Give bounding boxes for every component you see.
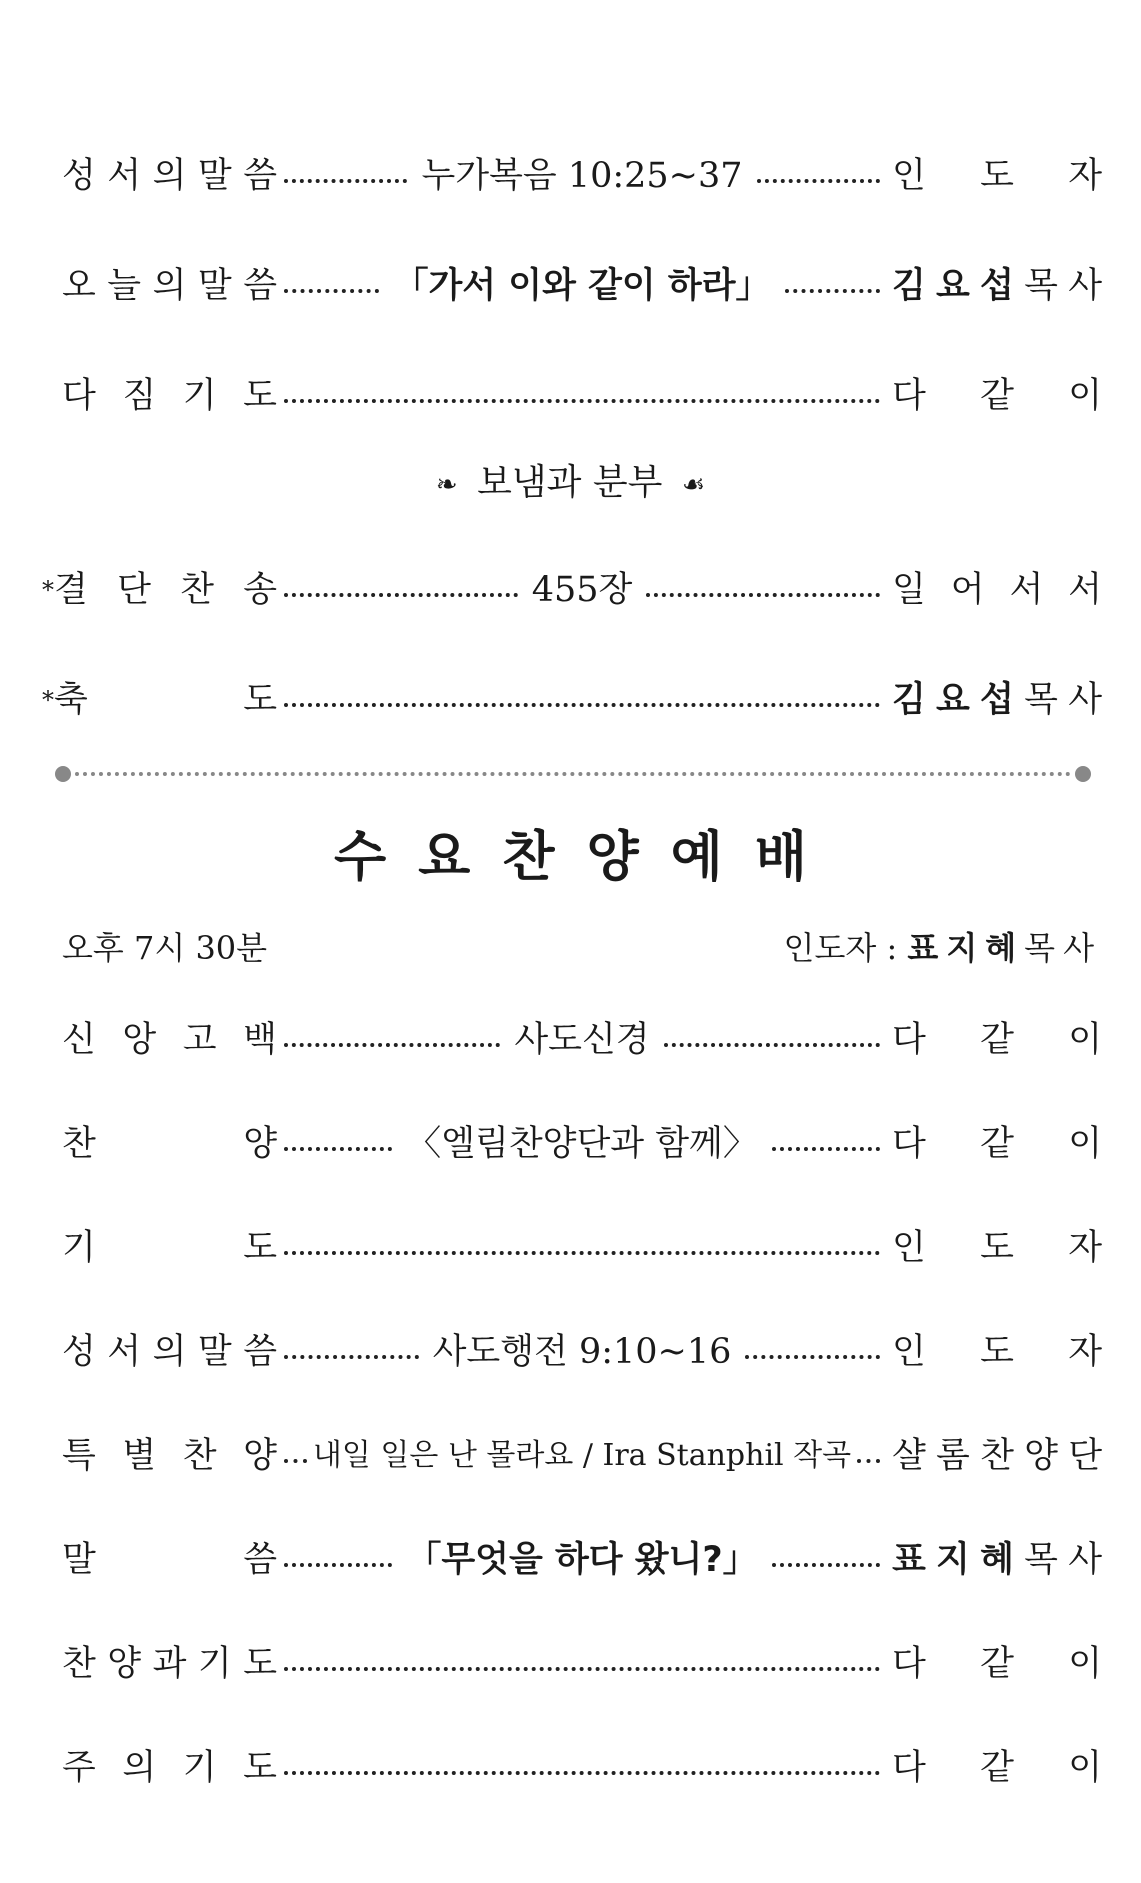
order-right-text — [892, 148, 1102, 204]
label-char: 서 — [1068, 570, 1102, 610]
order-row-hymn — [42, 562, 1102, 618]
preacher-title-char: 목 — [1024, 680, 1058, 720]
label-first: *축 — [42, 680, 88, 720]
label-char: 서 — [1009, 570, 1044, 610]
order-center-text: 누가복음 10:25~37 — [421, 156, 743, 196]
order-row-sermon — [62, 258, 1102, 314]
service-time: 오후 7시 30분 — [62, 929, 268, 967]
service-info — [62, 924, 1102, 972]
order-center-text: 사도행전 9:10~16 — [432, 1332, 732, 1372]
preacher-name-char: 요 — [936, 680, 970, 720]
label-char: 인 — [892, 156, 926, 196]
label-char: 롬 — [936, 1436, 970, 1476]
label-char: 고 — [182, 1020, 217, 1060]
order-right-text — [892, 672, 1102, 728]
preacher-name-char: 김 — [892, 266, 926, 306]
label-char: 서 — [107, 156, 142, 196]
label-char: 특 — [62, 1436, 96, 1476]
order-leader-line — [284, 368, 880, 424]
order-leader-line — [284, 1428, 880, 1484]
service-leader — [784, 924, 1102, 972]
order-leader-line — [284, 1740, 880, 1796]
label-char: 도 — [243, 1644, 277, 1684]
dot-leader — [284, 1667, 880, 1671]
order-label — [62, 1740, 277, 1796]
order-leader-line — [284, 1116, 880, 1172]
dot-leader — [757, 179, 880, 183]
dot-leader — [857, 1459, 880, 1463]
label-char: 자 — [1068, 1228, 1102, 1268]
label-char: 이 — [1068, 1644, 1102, 1684]
preacher-name-char: 혜 — [980, 1540, 1014, 1580]
label-char: 앙 — [122, 1020, 157, 1060]
order-row-message — [62, 1532, 1102, 1588]
label-last: 양 — [243, 1124, 277, 1164]
order-leader-line — [284, 1220, 880, 1276]
label-char: 의 — [152, 156, 187, 196]
order-right-text — [892, 1220, 1102, 1276]
order-label — [62, 1532, 277, 1588]
label-char: 말 — [197, 266, 232, 306]
label-char: 다 — [892, 1020, 926, 1060]
order-row-prayer2 — [62, 1220, 1102, 1276]
label-char: 찬 — [180, 570, 214, 610]
dot-leader — [284, 1355, 419, 1359]
divider-dot — [55, 766, 71, 782]
label-char: 오 — [62, 266, 96, 306]
order-right-text — [892, 1428, 1102, 1484]
label-first: 기 — [62, 1228, 96, 1268]
label-char: 양 — [243, 1436, 277, 1476]
preacher-name-char: 요 — [936, 266, 970, 306]
label-char: 씀 — [243, 1332, 277, 1372]
order-right-text — [892, 1012, 1102, 1068]
label-char: 도 — [243, 1748, 277, 1788]
order-row-lords-prayer — [62, 1740, 1102, 1796]
label-char: 인 — [892, 1228, 926, 1268]
preacher-name-char: 섭 — [980, 266, 1014, 306]
label-char: 인 — [892, 1332, 926, 1372]
label-char: 이 — [1068, 1124, 1102, 1164]
label-char: 성 — [62, 156, 96, 196]
label-char: 도 — [980, 1228, 1014, 1268]
label-char: 기 — [182, 376, 217, 416]
label-char: 양 — [107, 1644, 142, 1684]
order-label — [62, 1428, 277, 1484]
label-char: 서 — [107, 1332, 142, 1372]
label-char: 주 — [62, 1748, 96, 1788]
label-last: 도 — [243, 1228, 277, 1268]
section-title: 보냄과 분부 — [477, 462, 663, 503]
label-char: 다 — [892, 376, 926, 416]
dot-leader — [284, 179, 407, 183]
label-char: 다 — [892, 1644, 926, 1684]
label-char: 어 — [950, 570, 985, 610]
label-char: 찬 — [62, 1644, 96, 1684]
order-right-text — [892, 258, 1102, 314]
label-char: 찬 — [182, 1436, 217, 1476]
preacher-title-char: 목 — [1024, 266, 1058, 306]
order-right-text — [892, 562, 1102, 618]
order-label — [42, 562, 277, 618]
order-leader-line — [284, 258, 880, 314]
label-char: 씀 — [243, 266, 277, 306]
order-right-text — [892, 1636, 1102, 1692]
order-leader-line — [284, 562, 880, 618]
order-label — [62, 258, 277, 314]
label-char: 과 — [152, 1644, 187, 1684]
label-char: 별 — [122, 1436, 157, 1476]
order-row-praise — [62, 1116, 1102, 1172]
dot-leader — [772, 1563, 880, 1567]
preacher-title-char: 사 — [1068, 266, 1102, 306]
label-char: 도 — [980, 1332, 1014, 1372]
dot-leader — [785, 289, 880, 293]
service-title: 수요찬양예배 — [334, 825, 839, 888]
order-label — [42, 672, 277, 728]
preacher-name-char: 섭 — [980, 680, 1014, 720]
label-char: 기 — [197, 1644, 232, 1684]
order-leader-line — [284, 1532, 880, 1588]
label-char: 의 — [152, 1332, 187, 1372]
label-char: 짐 — [122, 376, 157, 416]
label-char: 단 — [1068, 1436, 1102, 1476]
label-char: 기 — [182, 1748, 217, 1788]
section-divider — [55, 764, 1091, 784]
order-label — [62, 1324, 277, 1380]
dot-leader — [284, 703, 880, 707]
order-leader-line — [284, 672, 880, 728]
dot-leader — [745, 1355, 880, 1359]
preacher-title-char: 사 — [1068, 680, 1102, 720]
label-char: 일 — [892, 570, 926, 610]
label-char: 송 — [243, 570, 277, 610]
order-right-text — [892, 1324, 1102, 1380]
label-char: 씀 — [243, 156, 277, 196]
order-center-text: 내일 일은 난 몰라요 / Ira Stanphil 작곡 — [312, 1438, 852, 1473]
dot-leader — [284, 289, 379, 293]
dot-leader — [772, 1147, 880, 1151]
order-row-prayer — [62, 368, 1102, 424]
label-last: 도 — [243, 680, 277, 720]
label-char: 신 — [62, 1020, 96, 1060]
label-char: 자 — [1068, 1332, 1102, 1372]
label-char: 이 — [1068, 376, 1102, 416]
dot-leader — [646, 593, 880, 597]
label-char: 말 — [197, 1332, 232, 1372]
label-char: 이 — [1068, 1748, 1102, 1788]
order-right-text — [892, 1740, 1102, 1796]
divider-line — [75, 772, 1071, 776]
order-label — [62, 1636, 277, 1692]
order-center-text: 〈엘림찬양단과 함께〉 — [406, 1124, 758, 1164]
dot-leader — [664, 1043, 880, 1047]
dot-leader — [284, 1459, 307, 1463]
label-char: 성 — [62, 1332, 96, 1372]
label-last: 씀 — [243, 1540, 277, 1580]
leader-label: 인도자 : — [783, 929, 908, 967]
label-char: 도 — [243, 376, 277, 416]
order-label — [62, 368, 277, 424]
label-char: 같 — [980, 1124, 1014, 1164]
dot-leader — [284, 1147, 392, 1151]
dot-leader — [284, 1251, 880, 1255]
order-leader-line — [284, 1636, 880, 1692]
label-char: 양 — [1024, 1436, 1058, 1476]
label-char: 이 — [1068, 1020, 1102, 1060]
preacher-title-char: 목 — [1024, 1540, 1058, 1580]
label-char: 다 — [892, 1124, 926, 1164]
sermon-title: 「가서 이와 같이 하라」 — [393, 266, 771, 306]
label-char: 찬 — [980, 1436, 1014, 1476]
preacher-name-char: 김 — [892, 680, 926, 720]
order-row-scripture2 — [62, 1324, 1102, 1380]
order-leader-line — [284, 1324, 880, 1380]
order-right-text — [892, 1532, 1102, 1588]
dot-leader — [284, 399, 880, 403]
label-char: 늘 — [107, 266, 142, 306]
order-label — [62, 1116, 277, 1172]
label-first: 찬 — [62, 1124, 96, 1164]
label-char: 의 — [152, 266, 187, 306]
label-char: 같 — [980, 376, 1014, 416]
leader-title: 목사 — [1024, 929, 1102, 967]
label-char: 다 — [62, 376, 96, 416]
preacher-name-char: 지 — [936, 1540, 970, 1580]
dot-leader — [284, 593, 518, 597]
section-heading — [0, 458, 1141, 510]
label-char: 백 — [243, 1020, 277, 1060]
leader-name: 표지혜 — [907, 929, 1025, 967]
order-row-scripture — [62, 148, 1102, 204]
label-char: 다 — [892, 1748, 926, 1788]
order-label — [62, 1220, 277, 1276]
divider-dot — [1075, 766, 1091, 782]
order-row-special-praise — [62, 1428, 1102, 1484]
order-center-text: 455장 — [531, 570, 633, 610]
dot-leader — [284, 1771, 880, 1775]
preacher-title-char: 사 — [1068, 1540, 1102, 1580]
order-label — [62, 1012, 277, 1068]
label-char: 같 — [980, 1748, 1014, 1788]
label-char: 단 — [117, 570, 151, 610]
label-char: 의 — [122, 1748, 157, 1788]
order-leader-line — [284, 1012, 880, 1068]
label-char: 같 — [980, 1644, 1014, 1684]
label-char: 샬 — [892, 1436, 926, 1476]
label-char: 도 — [980, 156, 1014, 196]
preacher-name-char: 표 — [892, 1540, 926, 1580]
order-leader-line — [284, 148, 880, 204]
order-label — [62, 148, 277, 204]
dot-leader — [284, 1563, 392, 1567]
order-row-benediction — [42, 672, 1102, 728]
order-right-text — [892, 368, 1102, 424]
sermon-title: 「무엇을 하다 왔니?」 — [406, 1540, 758, 1580]
label-char: 말 — [197, 156, 232, 196]
label-char: *결 — [42, 570, 88, 610]
dot-leader — [284, 1043, 500, 1047]
label-char: 같 — [980, 1020, 1014, 1060]
label-first: 말 — [62, 1540, 96, 1580]
ornament-right-icon: ☙ — [681, 470, 706, 500]
order-center-text: 사도신경 — [514, 1020, 650, 1060]
label-char: 자 — [1068, 156, 1102, 196]
order-right-text — [892, 1116, 1102, 1172]
order-row-creed — [62, 1012, 1102, 1068]
order-row-praise-prayer — [62, 1636, 1102, 1692]
ornament-left-icon: ❧ — [435, 470, 458, 500]
